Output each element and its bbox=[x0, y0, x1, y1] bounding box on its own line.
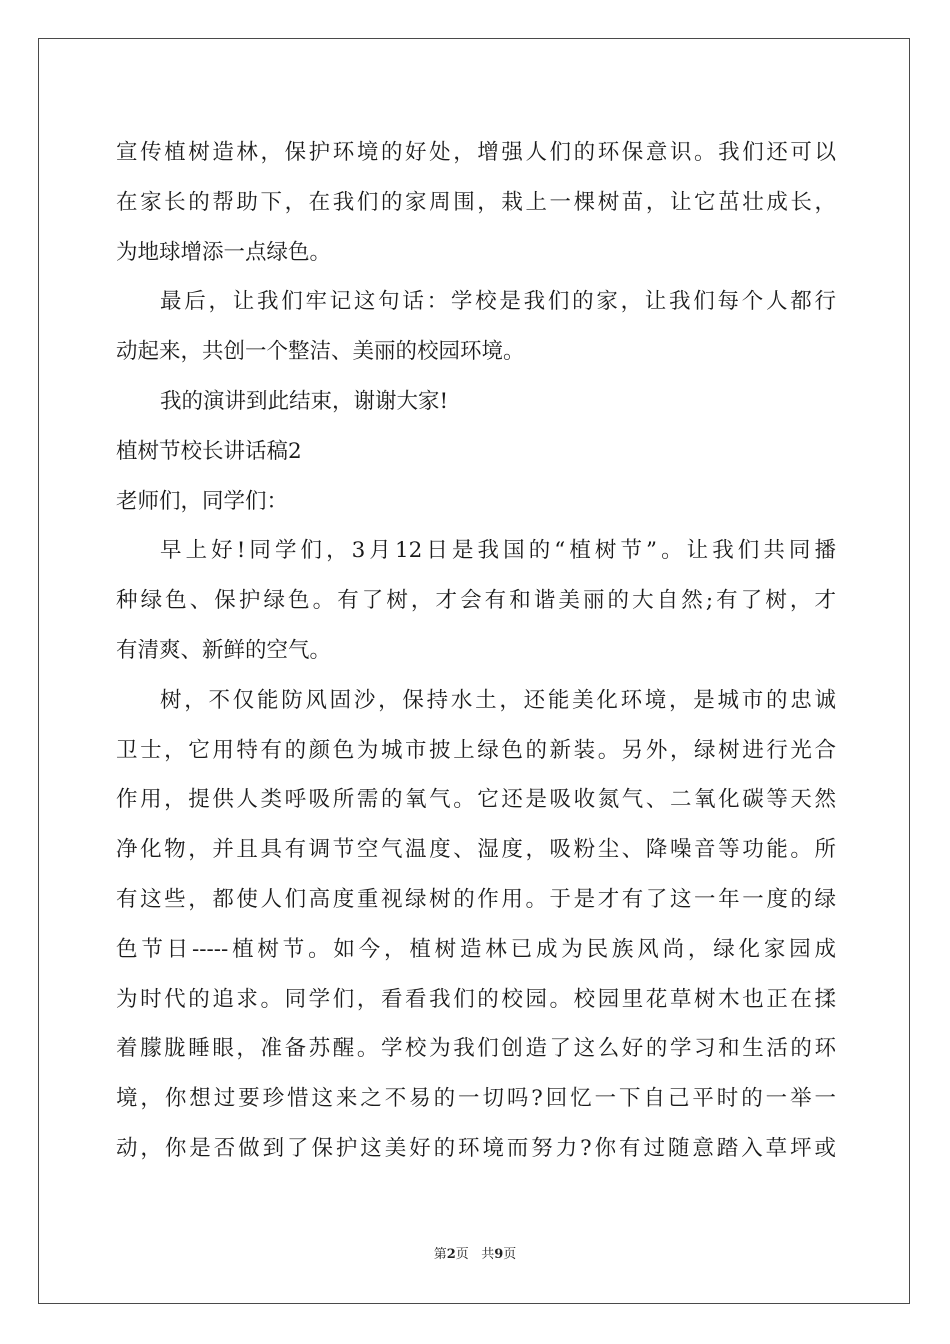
footer-page-number: 2 bbox=[446, 1247, 456, 1262]
text-line: 色节日-----植树节。如今，植树造林已成为民族风尚，绿化家园成 bbox=[116, 936, 836, 962]
text-line: 早上好!同学们，3月12日是我国的“植树节”。让我们共同播 bbox=[160, 538, 836, 564]
text-line: 境，你想过要珍惜这来之不易的一切吗?回忆一下自己平时的一举一 bbox=[116, 1086, 836, 1112]
page-footer bbox=[0, 1243, 950, 1262]
text-line: 为地球增添一点绿色。 bbox=[116, 239, 332, 265]
section-heading: 植树节校长讲话稿2 bbox=[116, 438, 302, 464]
text-line: 净化物，并且具有调节空气温度、湿度，吸粉尘、降噪音等功能。所 bbox=[116, 837, 836, 863]
text-line: 动起来，共创一个整洁、美丽的校园环境。 bbox=[116, 339, 525, 365]
text-line: 种绿色、保护绿色。有了树，才会有和谐美丽的大自然;有了树，才 bbox=[116, 588, 836, 614]
text-line: 动，你是否做到了保护这美好的环境而努力?你有过随意踏入草坪或 bbox=[116, 1135, 836, 1161]
text-line: 有这些，都使人们高度重视绿树的作用。于是才有了这一年一度的绿 bbox=[116, 886, 836, 912]
text-line: 卫士，它用特有的颜色为城市披上绿色的新装。另外，绿树进行光合 bbox=[116, 737, 836, 763]
footer-mid: 页 共 bbox=[455, 1247, 495, 1262]
footer-suffix: 页 bbox=[503, 1247, 517, 1262]
footer-total-pages: 9 bbox=[494, 1247, 504, 1262]
footer-prefix: 第 bbox=[433, 1247, 447, 1262]
text-line: 最后，让我们牢记这句话：学校是我们的家，让我们每个人都行 bbox=[160, 289, 836, 315]
text-line: 我的演讲到此结束，谢谢大家! bbox=[160, 388, 449, 414]
document-body bbox=[116, 128, 836, 1174]
text-line: 有清爽、新鲜的空气。 bbox=[116, 637, 332, 663]
text-line: 宣传植树造林，保护环境的好处，增强人们的环保意识。我们还可以 bbox=[116, 140, 836, 165]
text-line: 树，不仅能防风固沙，保持水土，还能美化环境，是城市的忠诚 bbox=[160, 687, 836, 713]
text-line: 着朦胧睡眼，准备苏醒。学校为我们创造了这么好的学习和生活的环 bbox=[116, 1036, 836, 1062]
text-line: 在家长的帮助下，在我们的家周围，栽上一棵树苗，让它茁壮成长， bbox=[116, 189, 836, 215]
text-line: 为时代的追求。同学们，看看我们的校园。校园里花草树木也正在揉 bbox=[116, 986, 836, 1012]
salutation: 老师们，同学们： bbox=[116, 488, 289, 514]
text-line: 作用，提供人类呼吸所需的氧气。它还是吸收氮气、二氧化碳等天然 bbox=[116, 787, 836, 813]
